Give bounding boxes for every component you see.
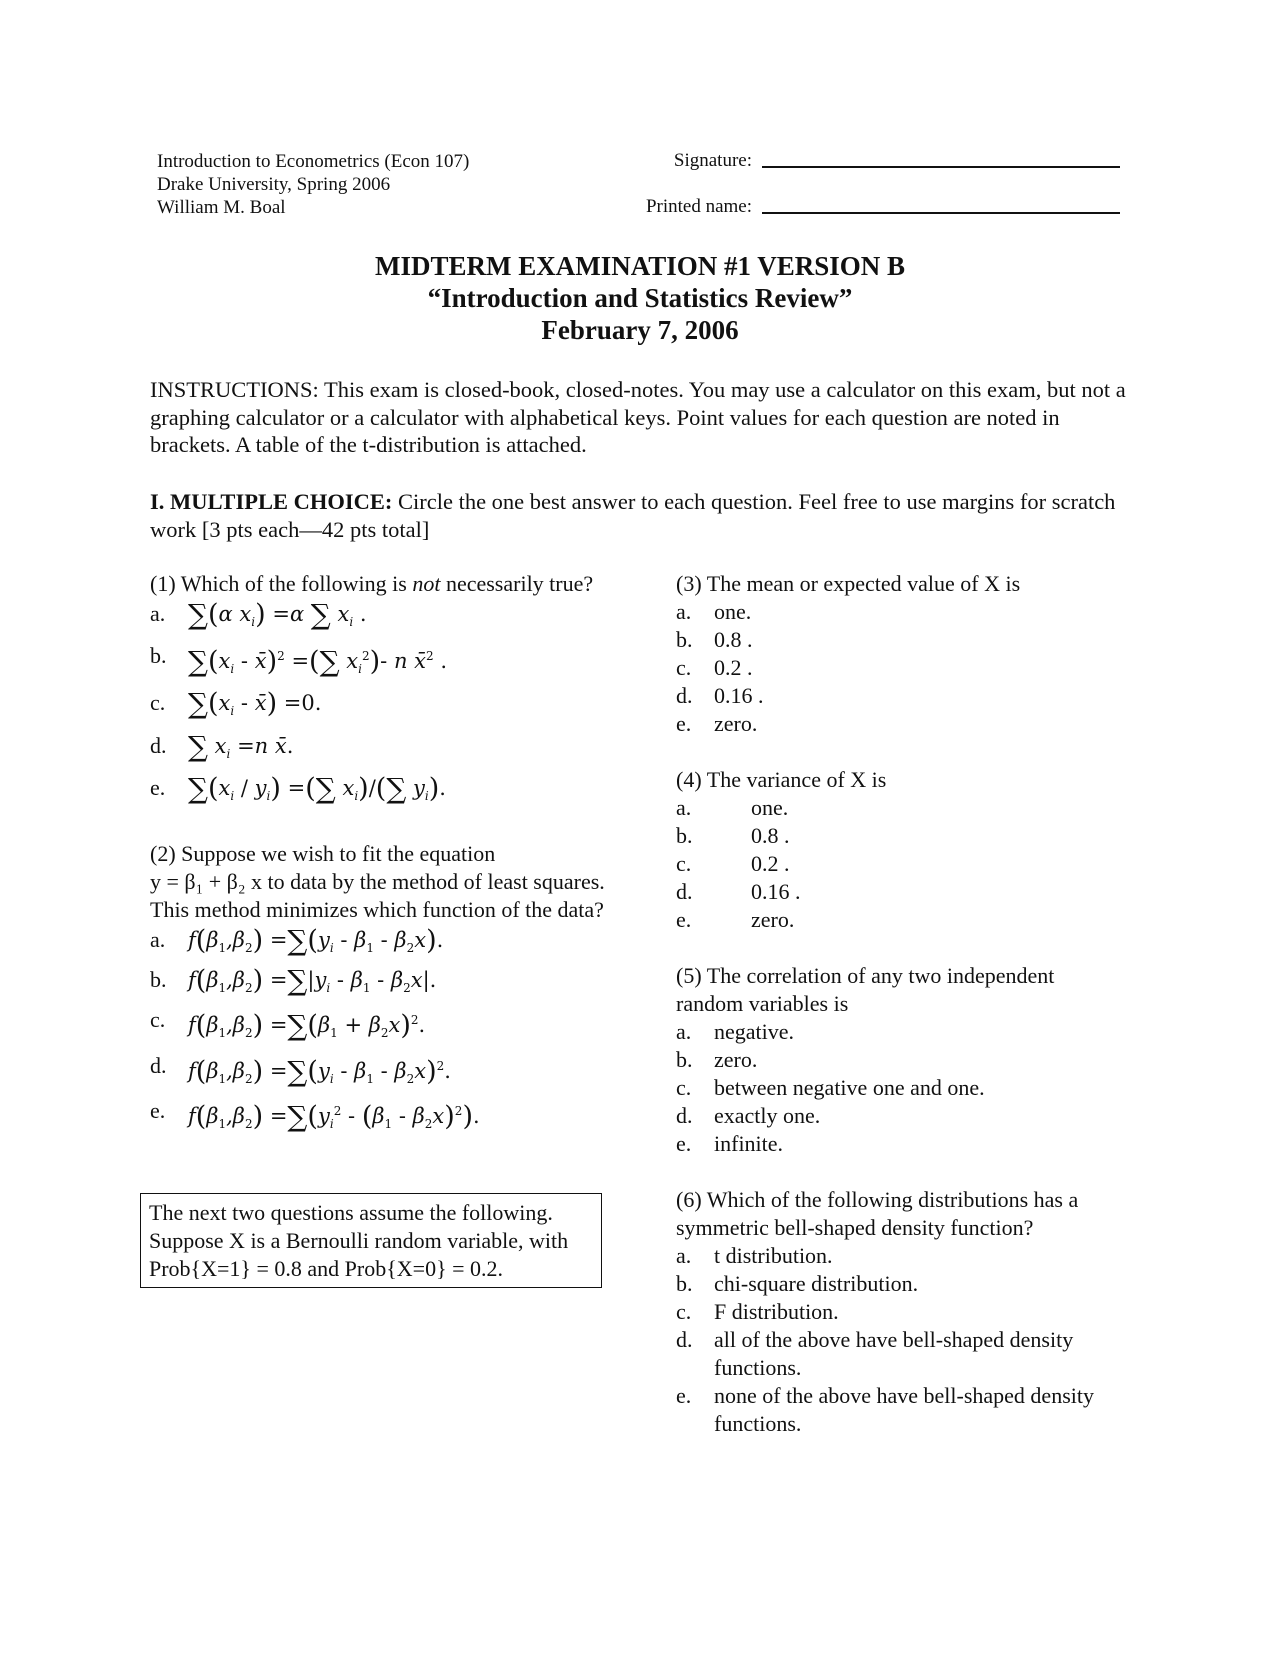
exam-date: February 7, 2006 <box>541 315 739 345</box>
instructions: INSTRUCTIONS: This exam is closed-book, closed-notes. You may use a calculator on this exam, but not a graphing calculator or a calculator with alphabetical keys. Point values for each question are noted in brackets. A table of the t-distribution is attached. <box>150 377 1126 457</box>
q5-option-a[interactable]: a. negative. <box>676 1019 795 1044</box>
q4-option-a[interactable]: a. one. <box>676 795 789 820</box>
q1-option-c[interactable]: c. $\sum(x_i$ - x̄) =0. <box>150 689 610 725</box>
question-6 <box>676 1186 1126 1438</box>
q2-stem-line1: (2) Suppose we wish to fit the equation <box>150 840 496 866</box>
q4-option-c[interactable]: c. 0.2 . <box>676 851 790 876</box>
q1-stem: (1) Which of the following is not necessarily true? <box>150 571 594 596</box>
q3-stem: (3) The mean or expected value of X is <box>676 571 1021 596</box>
q3-option-e[interactable]: e. zero. <box>676 711 758 736</box>
q1-option-d[interactable]: d. ∑ $x_i =n$ x̄. <box>150 732 610 768</box>
q1-formula-a: ∑(α $x_i) =\alpha$ ∑ $x_i$ . <box>188 598 367 631</box>
printed-name-label: Printed name: <box>645 196 752 217</box>
q6-option-b[interactable]: b. chi-square distribution. <box>676 1271 919 1296</box>
question-4 <box>676 766 1126 934</box>
exam-title-line1: MIDTERM EXAMINATION #1 VERSION B <box>374 251 906 281</box>
q5-option-e[interactable]: e. infinite. <box>676 1131 784 1156</box>
instructor-name: William M. Boal <box>157 197 286 218</box>
signature-label: Signature: <box>673 150 752 171</box>
q2-stem-line2: y = β₁ + β₂ x to data by the method of least squares. This method minimizes which function of the data? <box>150 868 605 922</box>
signature-line[interactable] <box>762 165 1120 168</box>
q1-option-b[interactable]: b. $\sum(x_i$ - x̄)$^2$ =(∑ $x_i^2)-$ n x̄$^2$ . <box>150 642 610 683</box>
printed-name-row <box>600 196 1120 218</box>
q1-formula-c: $\sum(x_i$ - x̄) =0. <box>188 687 322 721</box>
q1-formula-e: $\sum(x_i / y_i)$ =(∑ $x_i)/(\sum$ $y_i$). <box>188 771 446 805</box>
q6-option-c[interactable]: c. F distribution. <box>676 1299 839 1324</box>
exam-title <box>0 250 1280 346</box>
q6-option-d[interactable]: d. all of the above have bell-shaped density functions. <box>676 1327 1074 1380</box>
q1-option-a[interactable]: a. ∑(α $x_i) =\alpha$ ∑ $x_i$ . <box>150 600 610 636</box>
q6-option-a[interactable]: a. t distribution. <box>676 1243 833 1268</box>
q2-option-e[interactable]: e. $f(\beta_1,\beta_2) =\sum(y_i^2 - (\beta_1 - \beta_2x)^2)$. <box>150 1097 610 1138</box>
q1-emphasis: not <box>412 571 441 596</box>
q4-option-e[interactable]: e. zero. <box>676 907 795 932</box>
course-header <box>157 150 469 219</box>
q2-option-d[interactable]: d. $f(\beta_1,\beta_2) =\sum(y_i - \beta_1 - \beta_2x)^2$. <box>150 1052 610 1093</box>
section-title: I. MULTIPLE CHOICE: <box>150 489 393 514</box>
q2-option-a[interactable]: a. $f(\beta_1,\beta_2) =\sum(y_i - \beta_1 - \beta_2x)$. <box>150 926 610 962</box>
course-name: Introduction to Econometrics (Econ 107) <box>157 151 470 172</box>
q2-formula-d: $f(\beta_1,\beta_2) =\sum(y_i - \beta_1 - \beta_2x)^2$. <box>188 1054 451 1088</box>
question-3 <box>676 570 1126 738</box>
school-term: Drake University, Spring 2006 <box>157 174 391 195</box>
q5-option-c[interactable]: c. between negative one and one. <box>676 1075 985 1100</box>
left-column <box>150 570 610 1138</box>
q3-option-c[interactable]: c. 0.2 . <box>676 655 753 680</box>
right-column <box>676 570 1126 1438</box>
q2-formula-a: $f(\beta_1,\beta_2) =\sum(y_i - \beta_1 - \beta_2x)$. <box>188 923 444 957</box>
q2-formula-e: $f(\beta_1,\beta_2) =\sum(y_i^2 - (\beta_1 - \beta_2x)^2)$. <box>188 1099 480 1133</box>
section-heading <box>150 488 1130 543</box>
q2-formula-b: $f(\beta_1,\beta_2) =\sum|y_i - \beta_1 - \beta_2x|$. <box>188 964 437 998</box>
q1-formula-b: $\sum(x_i$ - x̄)$^2$ =(∑ $x_i^2)-$ n x̄$^2$ . <box>188 645 447 679</box>
q2-option-b[interactable]: b. $f(\beta_1,\beta_2) =\sum|y_i - \beta_1 - \beta_2x|$. <box>150 966 610 1002</box>
q2-formula-c: $f(\beta_1,\beta_2) =\sum(\beta_1 + \beta_2x)^2$. <box>188 1009 426 1043</box>
q5-stem: (5) The correlation of any two independent random variables is <box>676 963 1055 1016</box>
question-2 <box>150 840 610 1138</box>
q4-option-b[interactable]: b. 0.8 . <box>676 823 790 848</box>
q2-option-c[interactable]: c. $f(\beta_1,\beta_2) =\sum(\beta_1 + \beta_2x)^2$. <box>150 1006 610 1047</box>
q4-stem: (4) The variance of X is <box>676 767 887 792</box>
section-text: Circle the one best answer to each question. Feel free to use margins for scratch work [3 pts each—42 pts total] <box>150 489 1116 542</box>
q3-option-b[interactable]: b. 0.8 . <box>676 627 753 652</box>
q5-option-d[interactable]: d. exactly one. <box>676 1103 821 1128</box>
q3-option-a[interactable]: a. one. <box>676 599 752 624</box>
q6-stem: (6) Which of the following distributions has a symmetric bell-shaped density function? <box>676 1187 1079 1240</box>
exam-subtitle: “Introduction and Statistics Review” <box>427 283 853 313</box>
q4-option-d[interactable]: d. 0.16 . <box>676 879 801 904</box>
q6-option-e[interactable]: e. none of the above have bell-shaped density functions. <box>676 1383 1094 1436</box>
q3-option-d[interactable]: d. 0.16 . <box>676 683 764 708</box>
signature-row <box>600 150 1120 172</box>
q1-formula-d: ∑ $x_i =n$ x̄. <box>188 729 294 763</box>
question-5 <box>676 962 1126 1158</box>
q5-option-b[interactable]: b. zero. <box>676 1047 758 1072</box>
q1-option-e[interactable]: e. $\sum(x_i / y_i)$ =(∑ $x_i)/(\sum$ $y_i$). <box>150 774 610 810</box>
bernoulli-note-box: The next two questions assume the following. Suppose X is a Bernoulli random variable, with Prob{X=1} = 0.8 and Prob{X=0} = 0.2. <box>140 1193 602 1288</box>
printed-name-line[interactable] <box>762 211 1120 214</box>
question-1 <box>150 570 610 810</box>
